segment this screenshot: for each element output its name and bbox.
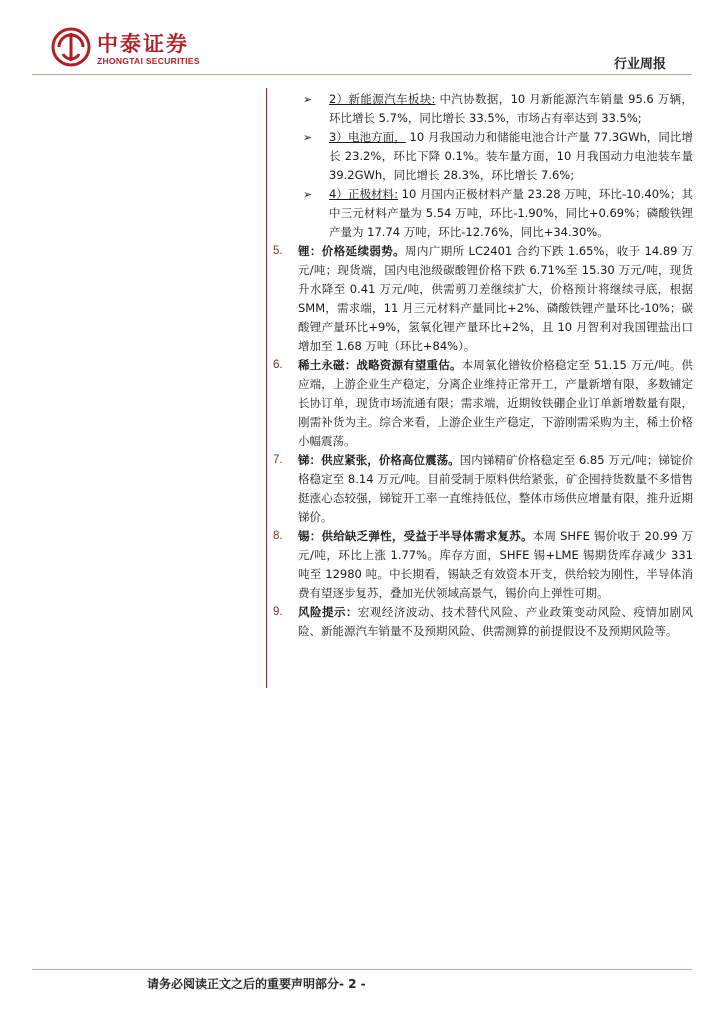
sub-item-text: 10 月我国动力和储能电池合计产量 77.3GWh，同比增长 23.2%，环比下降 0.1%。装车量方面，10 月我国动力电池装车量 39.2GWh，同比增长 28.3%，环比增长 7.6%;: [329, 130, 694, 182]
item-rare-earth: [273, 356, 693, 451]
logo-english-name: ZHONGTAI SECURITIES: [97, 56, 200, 66]
item-tin: [273, 527, 693, 603]
item-text: 国内锑精矿价格稳定至 6.85 万元/吨；锑锭价格稳定至 8.14 万元/吨。目前受制于原料供给紧张，矿企囤持货数量不多惜售挺涨心态较强，锑锭开工率一直维持低位，整体市场供应增量有限，推升近期锑价。: [298, 453, 694, 524]
item-title: 锑：供应紧张，价格高位震荡。: [298, 453, 460, 467]
sub-item-text: 10 月国内正极材料产量 23.28 万吨，环比-10.40%；其中三元材料产量为 5.54 万吨，环比-1.90%，同比+0.69%；磷酸铁锂产量为 17.74 万吨，环比-12.76%，同比+34.30%。: [329, 187, 693, 239]
item-text: 宏观经济波动、技术替代风险、产业政策变动风险、疫情加剧风险、新能源汽车销量不及预期风险、供需测算的前提假设不及预期风险等。: [298, 605, 693, 638]
sub-item-text: 中汽协数据，10 月新能源汽车销量 95.6 万辆，环比增长 5.7%，同比增长 33.5%，市场占有率达到 33.5%;: [329, 92, 693, 125]
item-number: 5.: [273, 245, 283, 257]
report-body: [273, 90, 693, 641]
header-divider: [32, 74, 692, 75]
footer-disclaimer: 请务必阅读正文之后的重要声明部分- 2 -: [147, 977, 366, 991]
company-logo: [51, 27, 231, 71]
footer-divider: [32, 969, 692, 970]
item-text: 本周氧化镨钕价格稳定至 51.15 万元/吨。供应端，上游企业生产稳定，分离企业维持正常开工，产量新增有限，多数铺定长协订单，现货市场流通有限；需求端，近期钕铁硼企业订单新增数量有限，刚需补货为主。综合来看，上游企业生产稳定，下游刚需采购为主，稀土价格小幅震荡。: [298, 358, 693, 448]
zhongtai-logo-icon: [51, 27, 91, 67]
item-number: 8.: [273, 530, 283, 542]
sub-item-title: 3）电池方面，: [329, 130, 406, 144]
item-antimony: [273, 451, 693, 527]
content-left-rule: [266, 88, 267, 688]
item-number: 6.: [273, 359, 283, 371]
arrow-bullet-icon: ➢: [303, 93, 313, 106]
report-type-label: 行业周报: [613, 57, 666, 72]
sub-item-battery: [273, 128, 693, 185]
sub-item-title: 4）正极材料:: [329, 187, 398, 201]
item-title: 锡：供给缺乏弹性，受益于半导体需求复苏。: [298, 529, 533, 543]
item-title: 稀土永磁：战略资源有望重估。: [298, 358, 462, 372]
item-risk-warning: [273, 603, 693, 641]
item-lithium: [273, 242, 693, 356]
item-text: 周内广期所 LC2401 合约下跌 1.65%，收于 14.89 万元/吨；现货端，国内电池级碳酸锂价格下跌 6.71%至 15.30 万元/吨，现货升水降至 0.41 万元/吨，供需剪刀差继续扩大，价格预计将继续寻底，根据SMM，需求端，11 月三元材料产量同比+2%、磷酸铁锂产量环比-10%；碳酸锂产量环比+9%，氢氧化锂产量环比+2%，且 10 月智利对我国锂盐出口增加至 1.68 万吨（环比+84%）。: [298, 244, 694, 353]
logo-chinese-name: 中泰证券: [97, 32, 189, 56]
arrow-bullet-icon: ➢: [303, 131, 313, 144]
item-text: 本周 SHFE 锡价收于 20.99 万元/吨，环比上涨 1.77%。库存方面，SHFE 锡+LME 锡期货库存减少 331 吨至 12980 吨。中长期看，锡缺乏有效资本开支，供给较为刚性，半导体消费有望逐步复苏，叠加光伏领域高景气，锡价向上弹性可期。: [298, 529, 693, 600]
item-number: 9.: [273, 606, 283, 618]
sub-item-title: 2）新能源汽车板块:: [329, 92, 436, 106]
sub-item-cathode: [273, 185, 693, 242]
sub-item-new-energy-vehicles: [273, 90, 693, 128]
item-title: 锂：价格延续弱势。: [298, 244, 406, 258]
arrow-bullet-icon: ➢: [303, 188, 313, 201]
item-number: 7.: [273, 454, 283, 466]
item-title: 风险提示：: [298, 605, 358, 619]
